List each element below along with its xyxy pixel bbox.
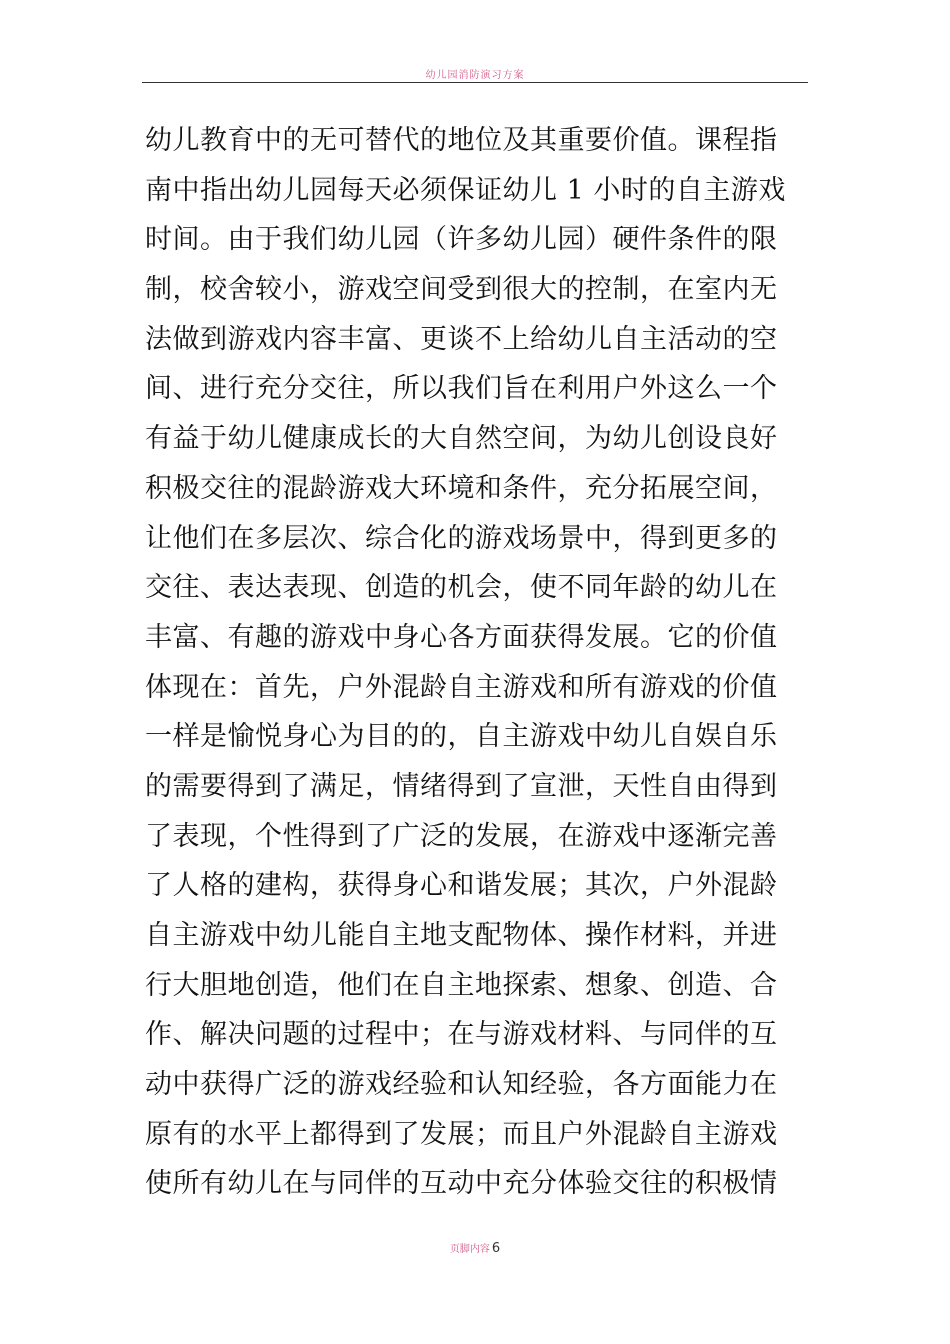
- text-line: 自主游戏中幼儿能自主地支配物体、操作材料，并进: [145, 920, 778, 951]
- text-line: 原有的水平上都得到了发展；而且户外混龄自主游戏: [145, 1118, 778, 1150]
- page-footer: [142, 1240, 808, 1256]
- page-number: 6: [491, 1241, 501, 1256]
- text-line: 使所有幼儿在与同伴的互动中充分体验交往的积极情: [145, 1168, 778, 1200]
- text-line: 丰富、有趣的游戏中身心各方面获得发展。它的价值: [145, 621, 778, 653]
- text-line: 的需要得到了满足，情绪得到了宣泄，天性自由得到: [145, 770, 778, 802]
- text-line: 体现在：首先，户外混龄自主游戏和所有游戏的价值: [145, 671, 778, 703]
- page-header: 幼儿园消防演习方案: [425, 70, 525, 81]
- text-line: 作、解决问题的过程中；在与游戏材料、与同伴的互: [145, 1019, 778, 1051]
- text-line: 一样是愉悦身心为目的的，自主游戏中幼儿自娱自乐: [145, 721, 778, 753]
- text-line: 了人格的建构，获得身心和谐发展；其次，户外混龄: [145, 870, 778, 902]
- text-line: 交往、表达表现、创造的机会，使不同年龄的幼儿在: [145, 572, 778, 604]
- text-line: 了表现，个性得到了广泛的发展，在游戏中逐渐完善: [145, 820, 778, 852]
- text-line: 制，校舍较小，游戏空间受到很大的控制，在室内无: [145, 274, 778, 306]
- text-line: 有益于幼儿健康成长的大自然空间，为幼儿创设良好: [145, 423, 778, 455]
- header-rule: [142, 82, 808, 83]
- text-line: 幼儿教育中的无可替代的地位及其重要价值。课程指: [145, 125, 778, 156]
- text-line: 动中获得广泛的游戏经验和认知经验，各方面能力在: [145, 1069, 778, 1101]
- text-line: 法做到游戏内容丰富、更谈不上给幼儿自主活动的空: [145, 323, 778, 355]
- text-line: 间、进行充分交往，所以我们旨在利用户外这么一个: [145, 373, 778, 405]
- text-line: 积极交往的混龄游戏大环境和条件，充分拓展空间，: [145, 472, 778, 504]
- body-text: [145, 116, 845, 1209]
- text-line: 时间。由于我们幼儿园（许多幼儿园）硬件条件的限: [145, 224, 778, 256]
- footer-label: 页脚内容: [449, 1244, 490, 1255]
- text-line: 让他们在多层次、综合化的游戏场景中，得到更多的: [145, 522, 778, 554]
- text-line: 行大胆地创造，他们在自主地探索、想象、创造、合: [145, 969, 778, 1001]
- text-line: 南中指出幼儿园每天必须保证幼儿 1 小时的自主游戏: [145, 174, 786, 206]
